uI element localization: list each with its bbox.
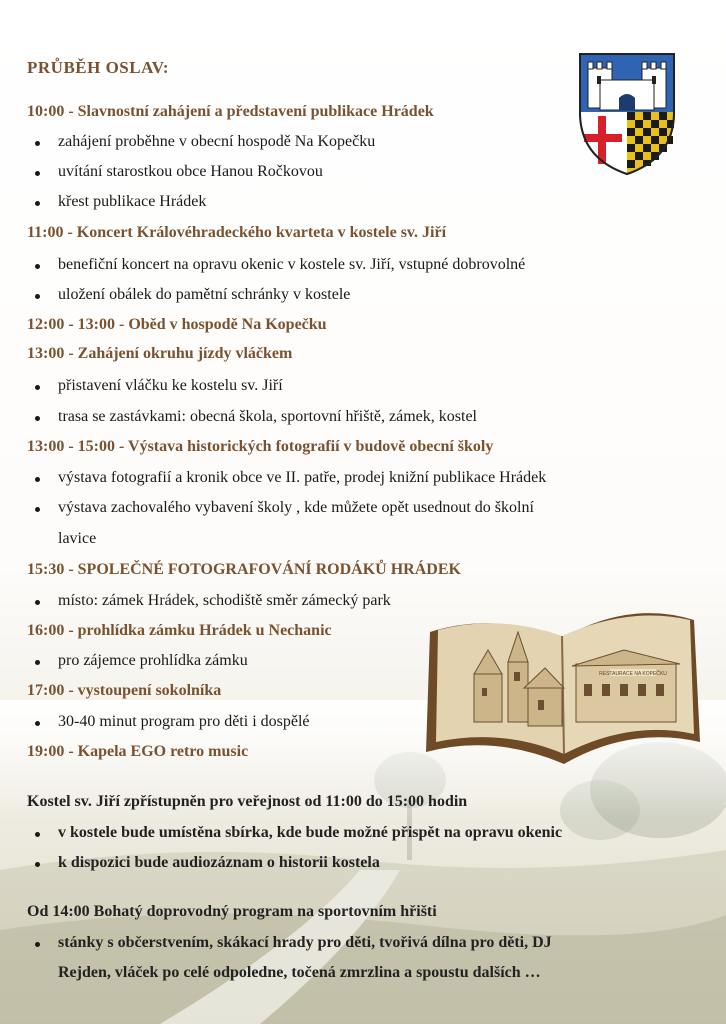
schedule-bullet: křest publikace Hrádek	[58, 193, 207, 210]
schedule-bullet: místo: zámek Hrádek, schodiště směr zámecký park	[58, 592, 391, 609]
schedule-item-title: 16:00 - prohlídka zámku Hrádek u Nechanic	[27, 622, 332, 639]
schedule-bullet: pro zájemce prohlídka zámku	[58, 652, 248, 669]
schedule-bullet: trasa se zastávkami: obecná škola, sportovní hřiště, zámek, kostel	[58, 408, 477, 425]
coat-of-arms	[578, 52, 676, 176]
program-title: Od 14:00 Bohatý doprovodný program na sportovním hřišti	[27, 903, 437, 920]
schedule-bullet: výstava zachovalého vybavení školy , kde můžete opět usednout do školní	[58, 499, 534, 516]
schedule-item-title: 11:00 - Koncert Královéhradeckého kvarteta v kostele sv. Jiří	[27, 224, 447, 241]
schedule-item-title: 10:00 - Slavnostní zahájení a představení publikace Hrádek	[27, 103, 434, 120]
church-notice-title: Kostel sv. Jiří zpřístupněn pro veřejnost od 11:00 do 15:00 hodin	[27, 793, 468, 810]
schedule-bullet: výstava fotografií a kronik obce ve II. patře, prodej knižní publikace Hrádek	[58, 469, 547, 486]
church-notice-bullet: v kostele bude umístěna sbírka, kde bude možné přispět na opravu okenic	[58, 824, 563, 841]
schedule-bullet: uložení obálek do pamětní schránky v kostele	[58, 286, 351, 303]
program-bullet: stánky s občerstvením, skákací hrady pro děti, tvořivá dílna pro děti, DJ	[58, 934, 552, 951]
schedule-item-title: 13:00 - Zahájení okruhu jízdy vláčkem	[27, 345, 293, 362]
schedule-item-title: 17:00 - vystoupení sokolníka	[27, 682, 222, 699]
schedule-bullet: uvítání starostkou obce Hanou Ročkovou	[58, 163, 323, 180]
schedule-bullet: přistavení vláčku ke kostelu sv. Jiří	[58, 377, 283, 394]
schedule-bullet: benefiční koncert na opravu okenic v kostele sv. Jiří, vstupné dobrovolné	[58, 256, 526, 273]
schedule-item-title: 15:30 - SPOLEČNÉ FOTOGRAFOVÁNÍ RODÁKŮ HRÁDEK	[27, 561, 461, 578]
page-heading: PRŮBĚH OSLAV:	[27, 58, 170, 77]
schedule-bullet: zahájení proběhne v obecní hospodě Na Kopečku	[58, 133, 376, 150]
schedule-bullet-continuation: lavice	[58, 530, 97, 547]
restaurant-sign: RESTAURACE NA KOPEČKU	[599, 671, 667, 677]
schedule-item-title: 13:00 - 15:00 - Výstava historických fotografií v budově obecní školy	[27, 438, 494, 455]
church-notice-bullet: k dispozici bude audiozáznam o historii kostela	[58, 854, 380, 871]
schedule-item-title: 19:00 - Kapela EGO retro music	[27, 743, 249, 760]
schedule-item-title: 12:00 - 13:00 - Oběd v hospodě Na Kopečku	[27, 316, 327, 333]
schedule-bullet: 30-40 minut program pro děti i dospělé	[58, 713, 310, 730]
program-bullet-continuation: Rejden, vláček po celé odpoledne, točená zmrzlina a spoustu dalších …	[58, 964, 541, 981]
